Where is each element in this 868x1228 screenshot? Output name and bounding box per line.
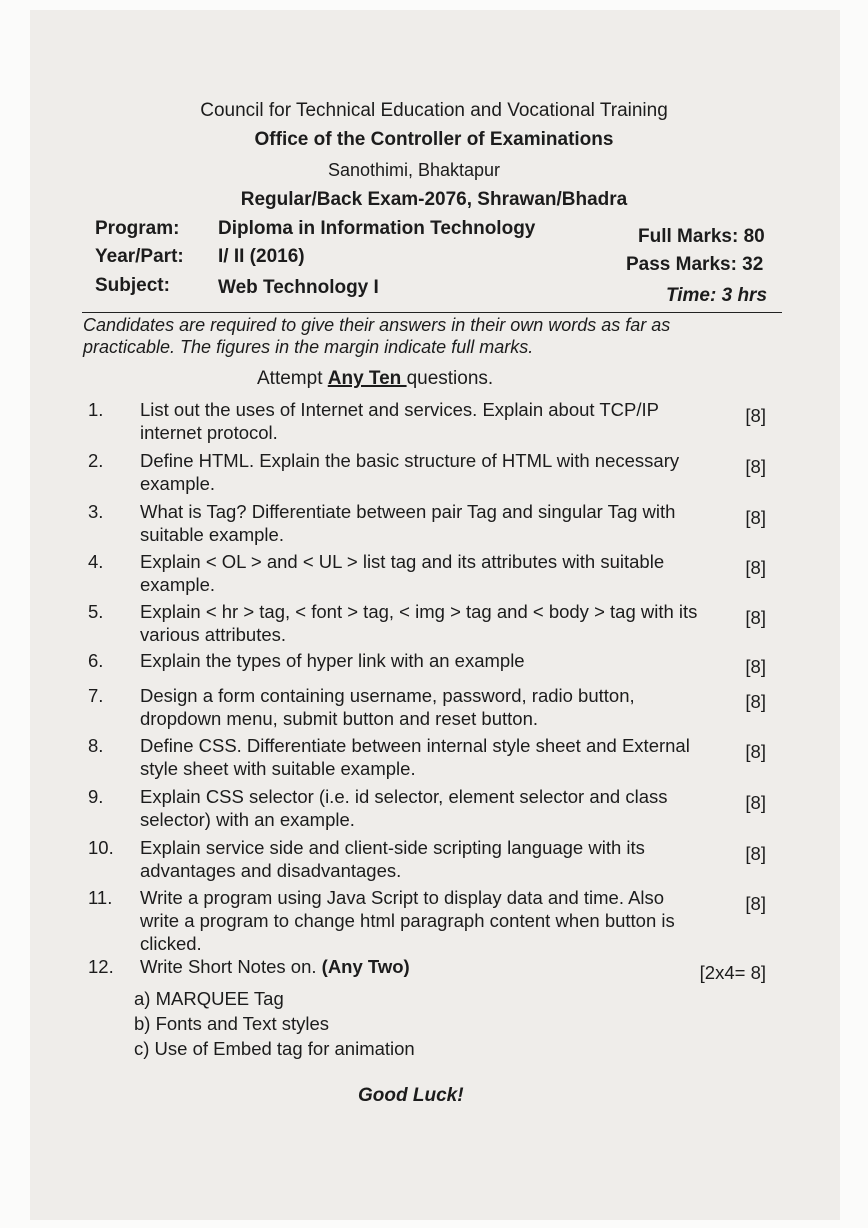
question-number: 10. — [88, 837, 114, 858]
question-number: 2. — [88, 450, 104, 471]
attempt-suffix: questions. — [406, 368, 494, 389]
question-text-main: Write a program using Java Script to display data and time. Also write a program to change html paragraph content when button is clicked. — [140, 887, 675, 954]
attempt-emphasis: Any Ten — [327, 368, 407, 389]
question-marks: [8] — [745, 557, 766, 578]
question-number: 4. — [88, 551, 104, 572]
question-text — [140, 500, 700, 546]
question-text-main: Explain service side and client-side scripting language with its advantages and disadvantages. — [140, 837, 645, 881]
question-number: 11. — [88, 887, 113, 908]
question-number: 8. — [88, 735, 104, 756]
attempt-prefix: Attempt — [257, 368, 328, 389]
question-marks: [8] — [745, 507, 766, 528]
question-marks: [8] — [745, 893, 766, 914]
question-marks: [8] — [745, 843, 766, 864]
header-divider — [82, 312, 782, 313]
question-marks: [8] — [745, 405, 766, 426]
question-text-main: List out the uses of Internet and services. Explain about TCP/IP internet protocol. — [140, 399, 659, 443]
program-value: Diploma in Information Technology — [218, 218, 536, 239]
question-text — [140, 684, 700, 730]
question-number: 5. — [88, 601, 104, 622]
question-number: 9. — [88, 786, 104, 807]
question-number: 12. — [88, 956, 114, 977]
good-luck: Good Luck! — [358, 1085, 464, 1106]
full-marks: Full Marks: 80 — [638, 226, 765, 247]
question-text-bold: (Any Two) — [321, 956, 410, 977]
subject-label: Subject: — [95, 275, 170, 296]
question-text — [140, 734, 700, 780]
question-text-main: Write Short Notes on. — [140, 956, 322, 977]
year-value: I/ II (2016) — [218, 246, 305, 267]
question-text — [140, 955, 700, 978]
question-text-main: Define HTML. Explain the basic structure of HTML with necessary example. — [140, 450, 680, 494]
question-text-main: Define CSS. Differentiate between internal style sheet and External style sheet with suitable example. — [140, 735, 690, 779]
question-text — [140, 398, 700, 444]
question-text — [140, 785, 700, 831]
question-number: 7. — [88, 685, 104, 706]
program-label: Program: — [95, 218, 180, 239]
short-note-c: c) Use of Embed tag for animation — [134, 1038, 415, 1059]
question-text-main: Explain the types of hyper link with an example — [140, 650, 525, 671]
council-name: Council for Technical Education and Vocational Training — [200, 100, 668, 121]
question-number: 6. — [88, 650, 104, 671]
question-marks: [8] — [745, 456, 766, 477]
question-text-main: Design a form containing username, password, radio button, dropdown menu, submit button and reset button. — [140, 685, 635, 729]
instructions-line-1: Candidates are required to give their answers in their own words as far as — [83, 315, 671, 335]
short-note-a: a) MARQUEE Tag — [134, 988, 284, 1009]
short-note-b: b) Fonts and Text styles — [134, 1013, 330, 1034]
question-marks: [2x4= 8] — [699, 962, 766, 983]
year-label: Year/Part: — [95, 246, 184, 267]
question-marks: [8] — [745, 792, 766, 813]
question-text-main: What is Tag? Differentiate between pair Tag and singular Tag with suitable example. — [140, 501, 676, 545]
question-text — [140, 886, 700, 955]
office-name: Office of the Controller of Examinations — [254, 129, 614, 150]
question-text — [140, 836, 700, 882]
question-number: 1. — [88, 399, 104, 420]
attempt-instruction — [257, 368, 493, 390]
question-marks: [8] — [745, 656, 766, 677]
instructions-line-2: practicable. The figures in the margin indicate full marks. — [83, 337, 534, 357]
question-marks: [8] — [745, 607, 766, 628]
question-text — [140, 449, 700, 495]
question-text — [140, 600, 700, 646]
question-number: 3. — [88, 501, 104, 522]
exam-title: Regular/Back Exam-2076, Shrawan/Bhadra — [240, 189, 628, 210]
time: Time: 3 hrs — [666, 285, 768, 306]
question-text — [140, 550, 700, 596]
question-marks: [8] — [745, 741, 766, 762]
question-text-main: Explain < OL > and < UL > list tag and its attributes with suitable example. — [140, 551, 665, 595]
question-marks: [8] — [745, 691, 766, 712]
question-text — [140, 649, 700, 672]
question-text-main: Explain < hr > tag, < font > tag, < img > tag and < body > tag with its various attributes. — [140, 601, 698, 645]
subject-value: Web Technology I — [218, 277, 379, 298]
question-text-main: Explain CSS selector (i.e. id selector, element selector and class selector) with an example. — [140, 786, 668, 830]
location: Sanothimi, Bhaktapur — [327, 160, 501, 180]
pass-marks: Pass Marks: 32 — [626, 254, 764, 275]
